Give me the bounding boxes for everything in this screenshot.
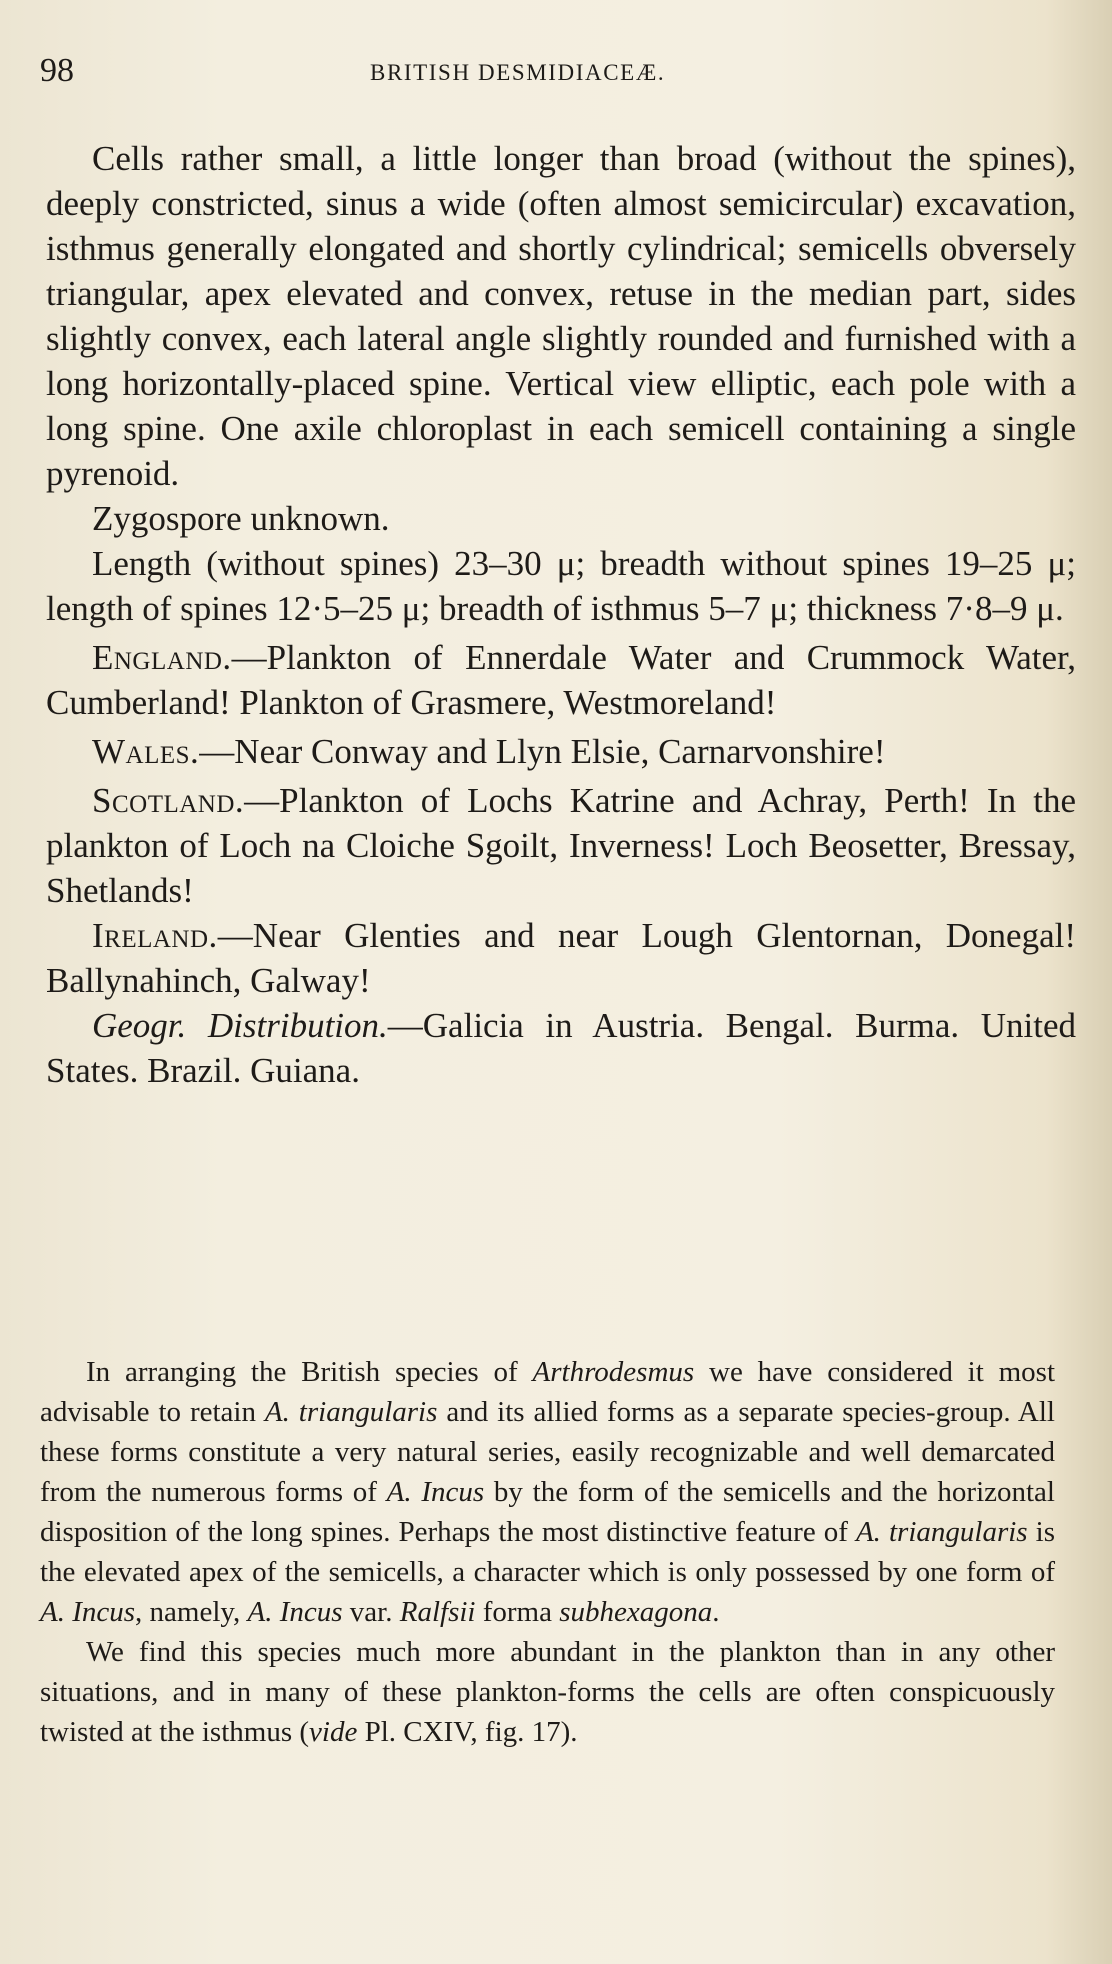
note-text: , namely,: [135, 1596, 248, 1628]
locality-text: —Plankton of Lochs Katrine and Achray, Perth! In the plankton of Loch na Cloiche Sgoilt, Inverness! Loch Beosetter, Bressay, Shetlands!: [46, 781, 1076, 910]
region-label: Wales.: [92, 732, 200, 771]
page-number: 98: [40, 52, 74, 89]
measurements-paragraph: Length (without spines) 23–30 μ; breadth without spines 19–25 μ; length of spines 12·5–25 μ; breadth of isthmus 5–7 μ; thickness 7·8–9 μ.: [46, 544, 1076, 628]
note-text: forma: [475, 1596, 560, 1628]
taxon-name: A. Incus: [247, 1596, 343, 1628]
note-text: we have considered it most advisable to retain: [40, 1356, 1056, 1428]
species-description: [46, 136, 1076, 1093]
taxon-name: A. Incus: [40, 1596, 136, 1628]
note-text: by the form of the semicells and the horizontal disposition of the long spines. Perhaps the most distinctive feature of: [40, 1476, 1055, 1548]
note-paragraph-2: [40, 1632, 1055, 1752]
note-text: .: [712, 1596, 720, 1628]
note-paragraph-1: [40, 1352, 1055, 1632]
locality-england: [46, 635, 1076, 725]
note-text: var.: [342, 1596, 400, 1628]
running-head: BRITISH DESMIDIACEÆ.: [370, 60, 666, 85]
region-label: England.: [92, 638, 232, 677]
note-text: and its allied forms as a separate species-group. All these forms constitute a very natural series, easily recognizable and well demarcated from the numerous forms of: [40, 1396, 1055, 1508]
zygospore-paragraph: Zygospore unknown.: [92, 499, 390, 538]
note-text: We find this species much more abundant in the plankton than in any other situations, and in many of these plankton-forms the cells are often conspicuously twisted at the isthmus (: [40, 1636, 1055, 1748]
note-text: In arranging the British species of: [86, 1356, 533, 1388]
locality-text: —Near Glenties and near Lough Glentornan, Donegal! Ballynahinch, Galway!: [46, 916, 1076, 1000]
distribution-label: Geogr. Distribution.: [92, 1006, 388, 1045]
note-text: is the elevated apex of the semicells, a character which is only possessed by one form of: [40, 1516, 1055, 1588]
locality-text: —Near Conway and Llyn Elsie, Carnarvonshire!: [199, 732, 886, 771]
latin-term: vide: [309, 1716, 358, 1748]
description-paragraph: Cells rather small, a little longer than broad (without the spines), deeply constricted, sinus a wide (often almost semicircular) excavation, isthmus generally elongated and shortly cylindrical; semicells obversely triangular, apex elevated and convex, retuse in the median part, sides slightly convex, each lateral angle slightly rounded and furnished with a long horizontally-placed spine. Vertical view elliptic, each pole with a long spine. One axile chloroplast in each semicell containing a single pyrenoid.: [46, 139, 1076, 493]
note-text: Pl. CXIV, fig. 17).: [357, 1716, 578, 1748]
region-label: Scotland.: [92, 781, 245, 820]
distribution-text: —Galicia in Austria. Bengal. Burma. United States. Brazil. Guiana.: [46, 1006, 1076, 1090]
taxon-name: A. triangularis: [264, 1396, 438, 1428]
taxon-name: subhexagona: [559, 1596, 713, 1628]
commentary: [40, 1352, 1055, 1752]
page-header: [40, 52, 1070, 102]
locality-scotland: [46, 778, 1076, 913]
locality-wales: [46, 729, 1076, 774]
taxon-name: A. Incus: [386, 1476, 485, 1508]
locality-text: —Plankton of Ennerdale Water and Crummock Water, Cumberland! Plankton of Grasmere, Westmoreland!: [46, 638, 1076, 722]
taxon-name: A. triangularis: [855, 1516, 1028, 1548]
distribution-paragraph: [46, 1003, 1076, 1093]
taxon-name: Arthrodesmus: [532, 1356, 695, 1388]
taxon-name: Ralfsii: [399, 1596, 476, 1628]
region-label: Ireland.: [92, 916, 218, 955]
locality-ireland: [46, 913, 1076, 1003]
